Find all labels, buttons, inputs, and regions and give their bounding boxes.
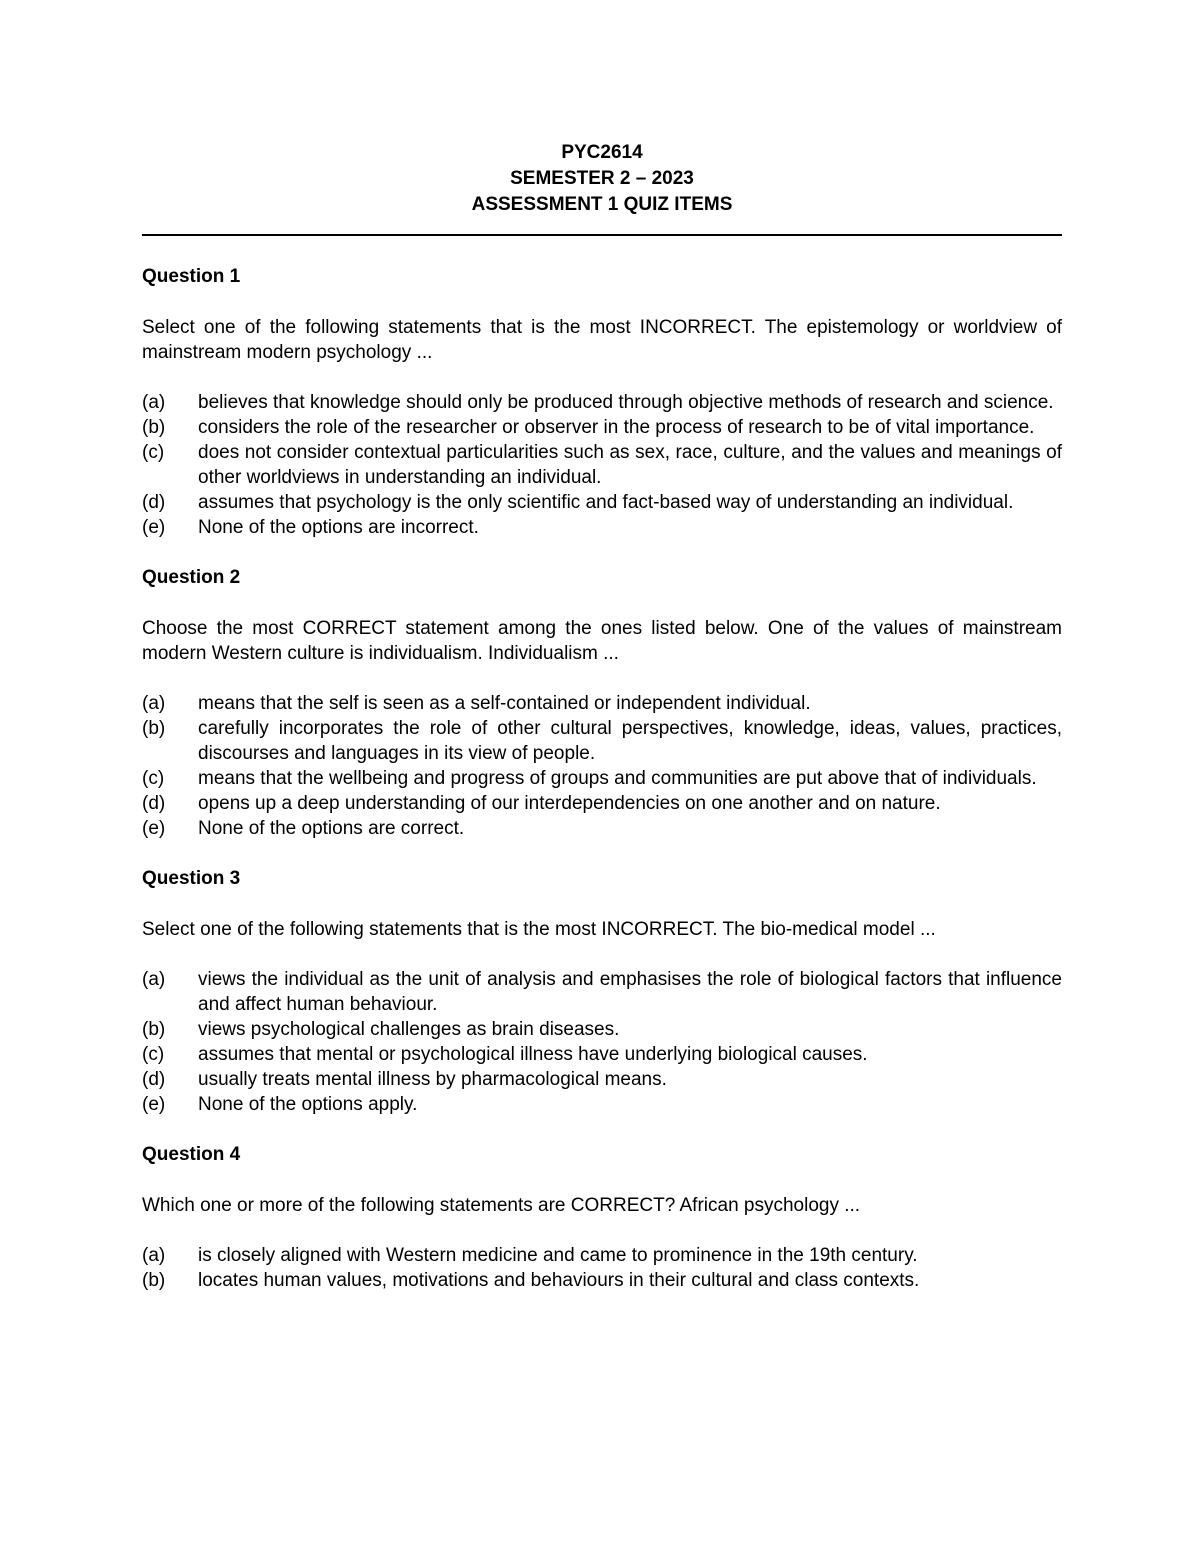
question-title: Question 3 bbox=[142, 868, 241, 889]
option-text: None of the options apply. bbox=[198, 1094, 418, 1115]
option-label: (a) bbox=[142, 1245, 166, 1266]
course-code: PYC2614 bbox=[561, 142, 643, 163]
option-list bbox=[142, 967, 1062, 1117]
option-text: None of the options are incorrect. bbox=[198, 517, 479, 538]
option-label: (b) bbox=[142, 1270, 166, 1291]
option-text: is closely aligned with Western medicine and came to prominence in the 19th century. bbox=[198, 1245, 918, 1266]
question-stem: Choose the most CORRECT statement among the ones listed below. One of the values of mainstream modern Western culture is individualism. Individualism ... bbox=[142, 618, 1062, 664]
option-item bbox=[142, 1067, 1062, 1092]
option-item bbox=[142, 1268, 1062, 1293]
option-list bbox=[142, 691, 1062, 841]
option-text: assumes that psychology is the only scientific and fact-based way of understanding an individual. bbox=[198, 492, 1014, 513]
option-item bbox=[142, 490, 1062, 515]
option-list bbox=[142, 1243, 1062, 1293]
option-text: locates human values, motivations and behaviours in their cultural and class contexts. bbox=[198, 1270, 920, 1291]
option-item bbox=[142, 766, 1062, 791]
option-label: (d) bbox=[142, 492, 166, 513]
option-label: (b) bbox=[142, 1019, 166, 1040]
question-1 bbox=[142, 264, 1062, 540]
option-text: does not consider contextual particularities such as sex, race, culture, and the values and meanings of other worldviews in understanding an individual. bbox=[198, 442, 1062, 488]
option-text: assumes that mental or psychological illness have underlying biological causes. bbox=[198, 1044, 868, 1065]
option-item bbox=[142, 691, 1062, 716]
option-text: views psychological challenges as brain diseases. bbox=[198, 1019, 620, 1040]
semester-label: SEMESTER 2 – 2023 bbox=[510, 168, 694, 189]
option-text: means that the wellbeing and progress of groups and communities are put above that of individuals. bbox=[198, 768, 1037, 789]
option-label: (a) bbox=[142, 693, 166, 714]
option-label: (c) bbox=[142, 442, 165, 463]
option-label: (e) bbox=[142, 818, 166, 839]
option-label: (e) bbox=[142, 1094, 166, 1115]
option-label: (d) bbox=[142, 1069, 166, 1090]
question-2 bbox=[142, 565, 1062, 841]
question-title: Question 4 bbox=[142, 1144, 241, 1165]
option-label: (b) bbox=[142, 417, 166, 438]
question-3 bbox=[142, 866, 1062, 1117]
document-title: ASSESSMENT 1 QUIZ ITEMS bbox=[471, 194, 733, 215]
option-item bbox=[142, 967, 1062, 1017]
option-text: believes that knowledge should only be produced through objective methods of research and science. bbox=[198, 392, 1054, 413]
option-label: (b) bbox=[142, 718, 166, 739]
option-item bbox=[142, 390, 1062, 415]
question-title: Question 1 bbox=[142, 266, 241, 287]
question-stem: Select one of the following statements that is the most INCORRECT. The epistemology or worldview of mainstream modern psychology ... bbox=[142, 317, 1062, 363]
document-page bbox=[142, 140, 1062, 1293]
option-item bbox=[142, 816, 1062, 841]
option-text: considers the role of the researcher or observer in the process of research to be of vital importance. bbox=[198, 417, 1035, 438]
option-item bbox=[142, 1243, 1062, 1268]
option-text: usually treats mental illness by pharmacological means. bbox=[198, 1069, 667, 1090]
header-divider bbox=[142, 234, 1062, 236]
option-text: carefully incorporates the role of other cultural perspectives, knowledge, ideas, values, practices, discourses and languages in its view of people. bbox=[198, 718, 1062, 764]
option-item bbox=[142, 440, 1062, 490]
option-list bbox=[142, 390, 1062, 540]
option-item bbox=[142, 1042, 1062, 1067]
option-item bbox=[142, 1017, 1062, 1042]
question-4 bbox=[142, 1142, 1062, 1293]
option-text: opens up a deep understanding of our interdependencies on one another and on nature. bbox=[198, 793, 941, 814]
option-label: (c) bbox=[142, 1044, 165, 1065]
option-label: (c) bbox=[142, 768, 165, 789]
option-item bbox=[142, 716, 1062, 766]
option-label: (d) bbox=[142, 793, 166, 814]
option-item bbox=[142, 1092, 1062, 1117]
option-text: means that the self is seen as a self-contained or independent individual. bbox=[198, 693, 811, 714]
option-label: (e) bbox=[142, 517, 166, 538]
option-label: (a) bbox=[142, 392, 166, 413]
question-stem: Which one or more of the following statements are CORRECT? African psychology ... bbox=[142, 1195, 861, 1216]
question-title: Question 2 bbox=[142, 567, 241, 588]
question-stem: Select one of the following statements that is the most INCORRECT. The bio-medical model ... bbox=[142, 919, 936, 940]
option-text: views the individual as the unit of analysis and emphasises the role of biological factors that influence and affect human behaviour. bbox=[198, 969, 1062, 1015]
option-label: (a) bbox=[142, 969, 166, 990]
option-item bbox=[142, 415, 1062, 440]
option-text: None of the options are correct. bbox=[198, 818, 465, 839]
option-item bbox=[142, 515, 1062, 540]
document-header bbox=[142, 140, 1062, 218]
option-item bbox=[142, 791, 1062, 816]
